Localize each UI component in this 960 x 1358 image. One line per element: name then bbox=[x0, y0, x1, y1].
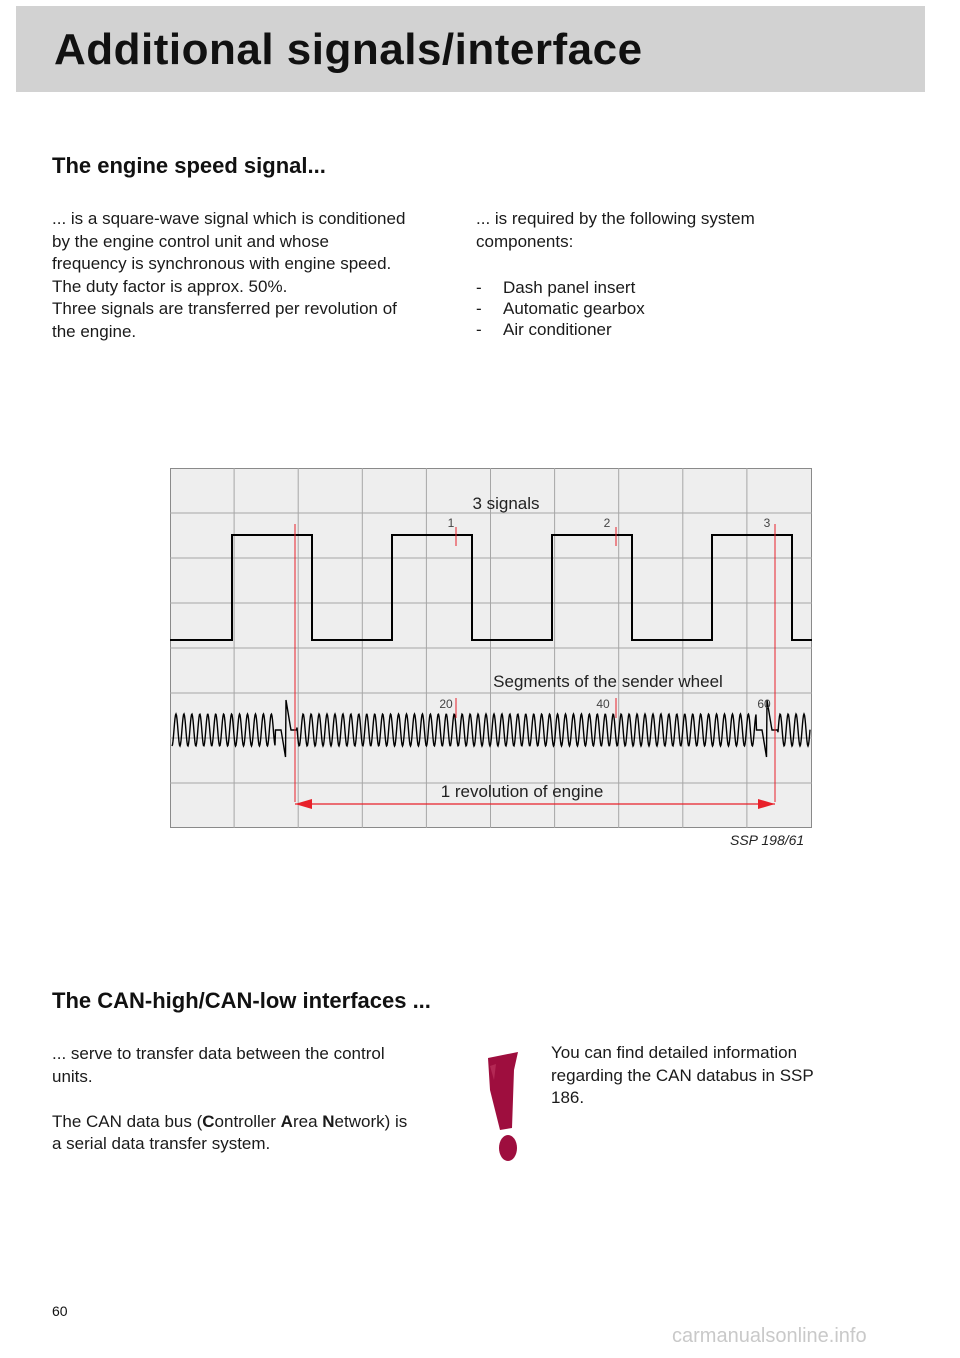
can-note bbox=[551, 1042, 814, 1110]
page-title: Additional signals/interface bbox=[54, 25, 643, 74]
acronym-letter: C bbox=[202, 1111, 215, 1131]
definition-text: etwork) is bbox=[334, 1111, 408, 1131]
note-line: 186. bbox=[551, 1088, 585, 1107]
description-line: the engine. bbox=[52, 321, 137, 341]
description-line: ... is a square-wave signal which is conditioned bbox=[52, 209, 406, 228]
signal-mark-label: 1 bbox=[447, 516, 455, 530]
bullet-dash: - bbox=[476, 278, 482, 297]
list-item bbox=[476, 298, 645, 319]
acronym-letter: A bbox=[280, 1111, 293, 1131]
note-line: regarding the CAN databus in SSP bbox=[551, 1065, 814, 1085]
exclamation-icon bbox=[482, 1050, 522, 1166]
signal-mark-label: 2 bbox=[603, 516, 611, 530]
component-label: Automatic gearbox bbox=[503, 299, 645, 318]
component-label: Air conditioner bbox=[503, 320, 612, 339]
definition-text: The CAN data bus ( bbox=[52, 1111, 203, 1131]
engine-speed-heading: The engine speed signal... bbox=[52, 153, 326, 178]
can-description-line: units. bbox=[52, 1066, 93, 1086]
definition-text: rea bbox=[292, 1111, 323, 1131]
watermark: carmanualsonline.info bbox=[672, 1325, 867, 1347]
note-line: You can find detailed information bbox=[551, 1043, 798, 1062]
revolution-label: 1 revolution of engine bbox=[440, 782, 604, 801]
can-heading: The CAN-high/CAN-low interfaces ... bbox=[52, 988, 431, 1013]
can-description-line: ... serve to transfer data between the control bbox=[52, 1044, 385, 1063]
segment-mark-label: 60 bbox=[757, 697, 771, 711]
definition-text: ontroller bbox=[214, 1111, 281, 1131]
list-item bbox=[476, 319, 645, 340]
requirements-line: ... is required by the following system bbox=[476, 209, 755, 228]
can-bus-definition bbox=[52, 1111, 407, 1134]
component-list bbox=[476, 277, 645, 340]
can-description bbox=[52, 1043, 407, 1156]
description-line: by the engine control unit and whose bbox=[52, 231, 329, 251]
engine-speed-signal-diagram bbox=[170, 468, 812, 828]
engine-speed-requirements bbox=[476, 208, 755, 253]
bullet-dash: - bbox=[476, 299, 482, 318]
signal-mark-label: 3 bbox=[763, 516, 771, 530]
page-number: 60 bbox=[52, 1303, 68, 1319]
three-signals-label: 3 signals bbox=[472, 494, 540, 513]
description-line: Three signals are transferred per revolution of bbox=[52, 299, 397, 318]
sender-segments-label: Segments of the sender wheel bbox=[493, 672, 723, 691]
requirements-line: components: bbox=[476, 231, 574, 251]
description-line: frequency is synchronous with engine speed. bbox=[52, 254, 392, 273]
engine-speed-description bbox=[52, 208, 405, 343]
segment-mark-label: 20 bbox=[439, 697, 453, 711]
acronym-letter: N bbox=[322, 1111, 335, 1131]
list-item bbox=[476, 277, 645, 298]
description-line: The duty factor is approx. 50%. bbox=[52, 276, 288, 296]
segment-mark-label: 40 bbox=[596, 697, 610, 711]
figure-caption: SSP 198/61 bbox=[730, 832, 805, 848]
bullet-dash: - bbox=[476, 320, 482, 339]
can-description-line: a serial data transfer system. bbox=[52, 1134, 271, 1153]
component-label: Dash panel insert bbox=[503, 278, 636, 297]
